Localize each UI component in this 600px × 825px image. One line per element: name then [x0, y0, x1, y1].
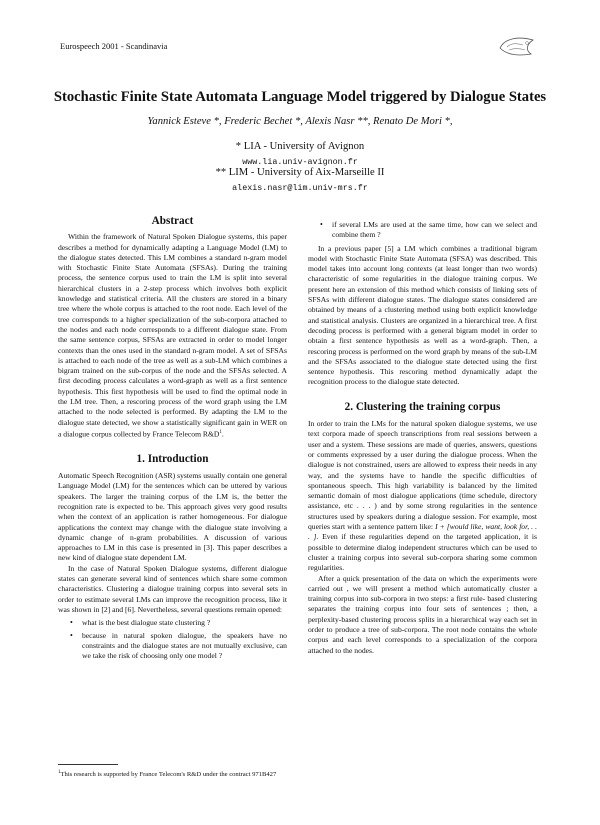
intro-paragraph-2: In the case of Natural Spoken Dialogue systems, different dialogue states can generate several kind of sentences which share some common characteristics. Clustering a dialogue training corpus into several sets in order to estimate several LMs can improve the recognition process, like it was shown in [2] and [6]. Nevertheless, several questions remain opened: [58, 563, 287, 614]
authors: Yannick Esteve *, Frederic Bechet *, Alexis Nasr **, Renato De Mori *, [147, 116, 453, 127]
intro-paragraph-3: In a previous paper [5] a LM which combines a traditional bigram model with Stochastic Finite State Automata (SFSA) was described. This model takes into account long contexts (at least longer than two words) characteristic of some regularities in the dialogue training corpus. We present here an extension of this method which consists of linking sets of SFSAs with different dialogue states. The dialogue states considered are obtained by means of a clustering method using both explicit knowledge and statistical analysis. Clusters are organized in a hierarchical tree. A first decoding process is performed with a general bigram model in order to obtain a first sentence hypothesis as well as a word-graph. Then, a rescoring process is performed on the word graph by means of the sub-LM and the SFSAs associated to the dialogue state detected using the first sentence hypothesis. This rescoring method dynamically adapt the recognition process to the dialogue state detected. [308, 243, 537, 387]
abstract-text: Within the framework of Natural Spoken Dialogue systems, this paper describes a method for dynamically adapting a Language Model (LM) to the dialogue states detected. This LM combines a standard n-gram model with Stochastic Finite State Automata (SFSAs). During the training process, the sentence corpus used to train the LM is split into several hierarchical clusters in a 2-step process which involves both explicit knowledge and statistical criteria. All the clusters are stored in a binary tree where the whole corpus is attached to the root node. Each level of the tree corresponds to a higher specialization of the sub-corpora attached to the nodes and each node corresponds to a different dialogue state. From the same sentence corpus, SFSAs are extracted in order to model longer contexts than the ones used in the standard n-gram model. A set of SFSAs is attached to each node of the tree as well as a sub-LM which combines a bigram trained on the sub-corpus of the node and the SFSAs selected. A first decoding process calculates a word-graph as well as a first sentence hypothesis. This first hypothesis will be used to find the optimal node in the LM tree. Then, a rescoring process of the word graph using the LM attached to the node selected is performed. By adapting the LM to the dialogue state detected, we show a statistically significant gain in WER on a dialogue corpus collected by France Telecom $R\&D^1$. [58, 232, 287, 439]
bullet-icon: • [70, 630, 73, 640]
paper-title: Stochastic Finite State Automata Language Model triggered by Dialogue States [53, 89, 547, 105]
conference-header: Eurospeech 2001 - Scandinavia [60, 41, 168, 51]
clustering-paragraph-2: After a quick presentation of the data on which the experiments were carried out , we will present a method which automatically cluster a training corpus into sub-corpora in two steps: a first rule- based clustering separates the training corpus into four sets of sentences ; then, a perplexity-based clustering process splits in a hierarchical way each set in order to produce a tree of sub-corpora. The root node contains the whole corpus and each level corresponds to a specialization of the corpora attached to the nodes. [308, 573, 537, 655]
clustering-paragraph-1: In order to train the LMs for the natural spoken dialogue systems, we use text corpora made of speech transcriptions from real sessions between a user and a system. These sessions are made of queries, answers, questions or comments expressed by a user during the dialogue process. When the dialogue is not constrained, users are allowed to express their needs in any way, and the systems have to handle the specific difficulties of spontaneous speech. This high variability is balanced by the limited semantic domain of most dialogue applications (time schedule, directory assistance, etc . . . ) and by some strong regularities in the sentence structures used by speakers during a dialogue session. For example, most queries start with a sentence pattern like: I + [would like, want, look for, . . . ]. Even if these regularities depend on the targeted application, it is possible to determine dialog independent structures which can be used to cluster a training corpus into several sub-corpora sharing some common regularities. [308, 419, 538, 573]
introduction-heading: 1. Introduction [136, 452, 209, 465]
abstract-heading: Abstract [151, 215, 194, 227]
footnote-rule [58, 764, 118, 765]
eurospeech-logo-icon [497, 34, 537, 58]
footnote: $^1$This research is supported by France Telecom's R&D under the contract 971B427 [58, 770, 277, 779]
affiliation-lia: * LIA - University of Avignon [235, 141, 365, 152]
right-column [308, 220, 537, 656]
clustering-heading: 2. Clustering the training corpus [344, 400, 501, 413]
intro-question-list-continued [308, 220, 537, 241]
affiliation-lim-email: alexis.nasr@lim.univ-mrs.fr [232, 183, 368, 193]
footnote-marker: 1 [219, 429, 222, 435]
intro-question-list [58, 618, 287, 661]
affiliation-lia-web: www.lia.univ-avignon.fr [242, 157, 358, 167]
bullet-icon: • [320, 220, 323, 229]
list-item: • because in natural spoken dialogue, the speakers have no constraints and the dialogue states are not mutually exclusive, can we take the risk of choosing only one model ? [70, 630, 287, 661]
left-column [58, 216, 287, 664]
list-item: • if several LMs are used at the same time, how can we select and combine them ? [320, 220, 537, 240]
list-item: • what is the best dialogue state clustering ? [70, 618, 211, 628]
intro-paragraph-1: Automatic Speech Recognition (ASR) systems usually contain one general Language Model (LM) for the sentences which can be uttered by various speakers. The larger the training corpus of the LM is, the better the recognition rate is expected to be. This approach gives very good results when the context of an application is rather homogeneous. For dialogue applications the context may change with the dialogue state involving a dynamic change of n-gram probabilities. A discussion of various approaches to LM in this case is presented in [3]. This paper describes a new kind of dialogue state dependent LM. [58, 471, 287, 563]
affiliation-lim: ** LIM - University of Aix-Marseille II [215, 167, 385, 178]
bullet-icon: • [70, 618, 73, 628]
